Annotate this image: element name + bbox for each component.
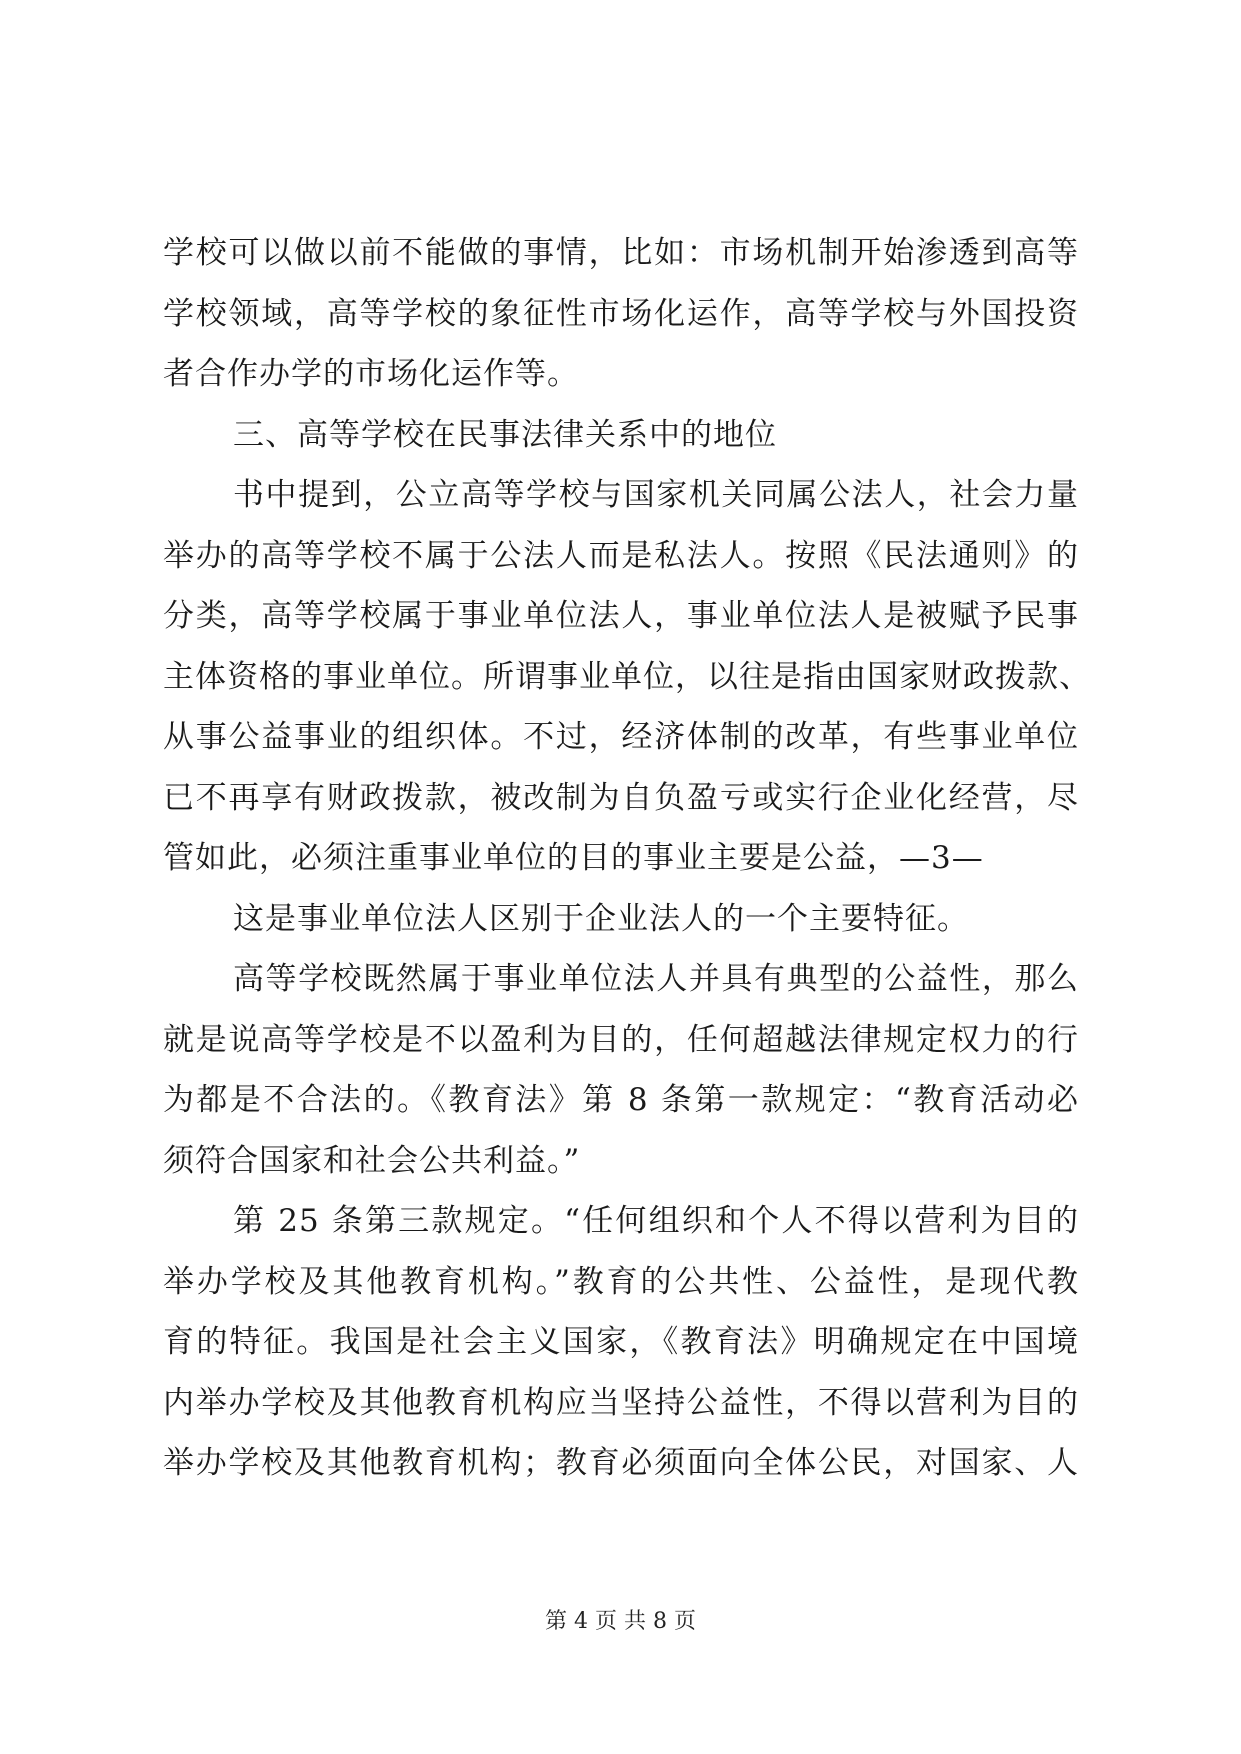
text-line: 者合作办学的市场化运作等。 [163,356,579,392]
text-line: 这是事业单位法人区别于企业法人的一个主要特征。 [233,900,969,937]
text-line: 内举办学校及其他教育机构应当坚持公益性，不得以营利为目的 [163,1384,1079,1421]
text-line: 举办学校及其他教育机构；教育必须面向全体公民，对国家、人 [163,1445,1079,1481]
text-line: 已不再享有财政拨款，被改制为自负盈亏或实行企业化经营，尽 [163,779,1079,816]
text-line: 就是说高等学校是不以盈利为目的，任何超越法律规定权力的行 [163,1021,1079,1058]
text-line: 学校可以做以前不能做的事情，比如：市场机制开始渗透到高等 [163,235,1079,271]
text-line: 高等学校既然属于事业单位法人并具有典型的公益性，那么 [233,961,1079,997]
text-line: 学校领域，高等学校的象征性市场化运作，高等学校与外国投资 [163,295,1079,332]
text-line: 主体资格的事业单位。所谓事业单位，以往是指由国家财政拨款、 [163,658,1091,695]
text-line: 为都是不合法的。《教育法》第 8 条第一款规定：“教育活动必 [163,1082,1079,1118]
text-line: 须符合国家和社会公共利益。” [163,1142,581,1179]
text-line: 第 25 条第三款规定。“任何组织和个人不得以营利为目的 [233,1203,1079,1239]
text-line: 三、高等学校在民事法律关系中的地位 [233,416,777,453]
text-line: 分类，高等学校属于事业单位法人，事业单位法人是被赋予民事 [163,598,1079,634]
page-number-footer: 第 4 页 共 8 页 [545,1609,696,1634]
text-line: 从事公益事业的组织体。不过，经济体制的改革，有些事业单位 [163,719,1079,755]
text-line: 书中提到，公立高等学校与国家机关同属公法人，社会力量 [233,477,1079,513]
text-line: 举办的高等学校不属于公法人而是私法人。按照《民法通则》的 [163,537,1079,574]
text-line: 育的特征。我国是社会主义国家，《教育法》明确规定在中国境 [163,1324,1079,1360]
body-text [163,223,1091,1494]
text-line: 举办学校及其他教育机构。”教育的公共性、公益性，是现代教 [163,1263,1079,1300]
text-line: 管如此，必须注重事业单位的目的事业主要是公益，—3— [163,840,984,876]
